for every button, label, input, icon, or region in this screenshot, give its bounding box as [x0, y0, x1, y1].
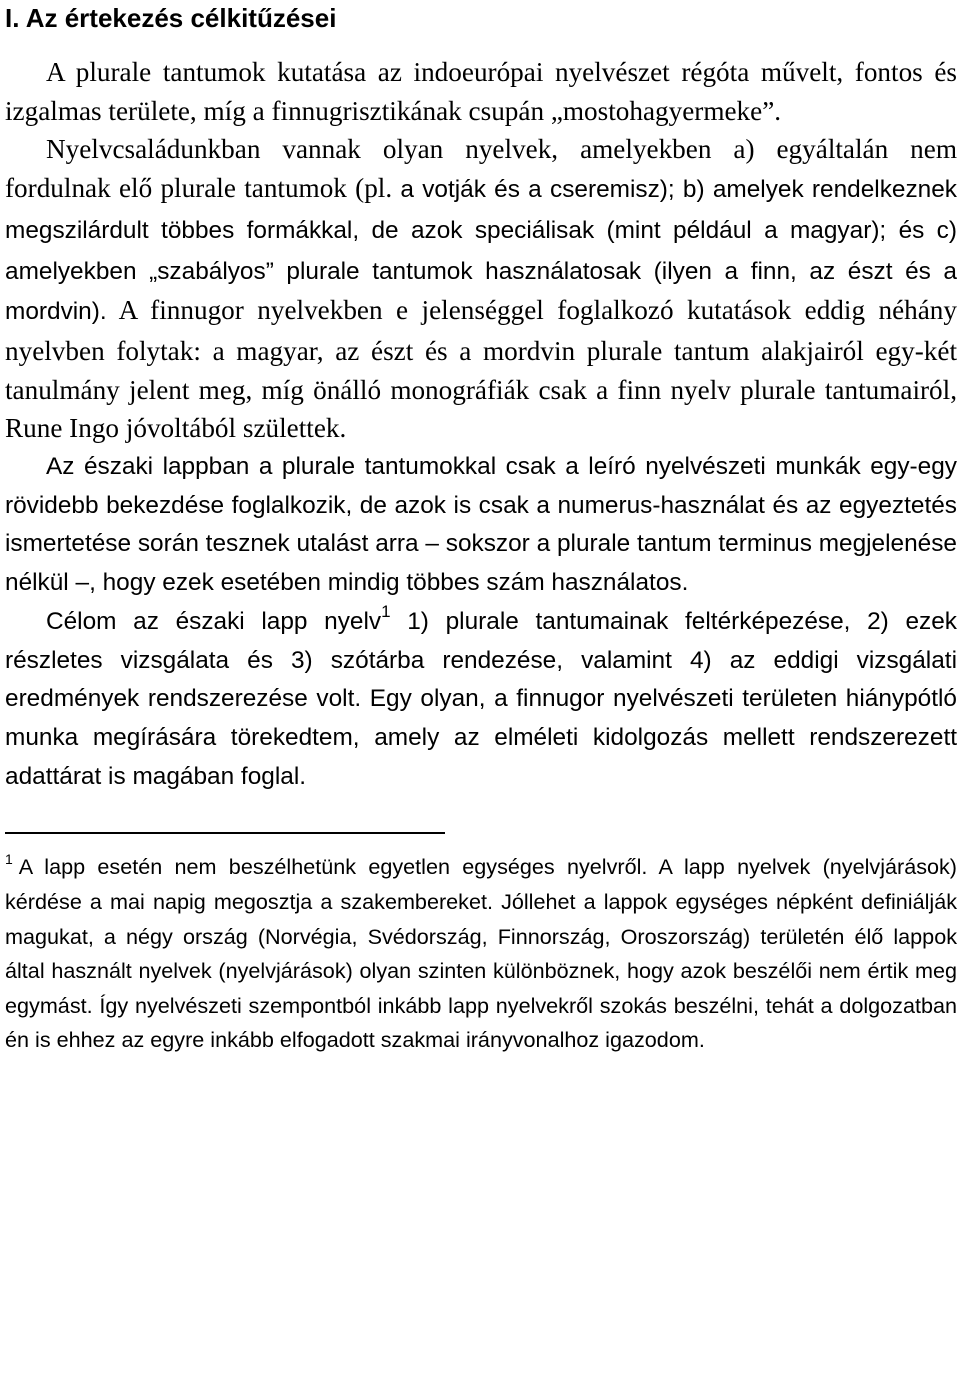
footnote-reference[interactable]: 1 — [381, 601, 391, 621]
paragraph-north-sami-text: Az északi lappban a plurale tantumokkal csak a leíró nyelvészeti munkák egy-egy rövidebb bekezdése foglalkozik, de azok is csak a numerus-használat és az egyeztetés ismertetése során tesznek utalást arra – sokszor a plurale tantum terminus megjelenése nélkül –, hogy ezek esetében mindig többes szám használatos. — [5, 453, 957, 597]
paragraph-north-sami — [5, 448, 957, 603]
paragraph-goals-text-a: Célom az északi lapp nyelv — [46, 607, 382, 635]
paragraph-goals — [5, 603, 957, 797]
footnote-text: A lapp esetén nem beszélhetünk egyetlen egységes nyelvről. A lapp nyelvek (nyelvjárások) kérdése a mai napig megosztja a szakembereket. Jóllehet a lappok egységes népként definiálják magukat, a négy ország (Norvégia, Svédország, Finnország, Oroszország) területén élő lappok által használt nyelvek (nyelvjárások) olyan szinten különböznek, hogy azok beszélői nem értik meg egymást. Így nyelvészeti szempontból inkább lapp nyelvekről szokás beszélni, tehát a dolgozatban én is ehhez az egyre inkább elfogadott szakmai irányvonalhoz igazodom. — [5, 854, 957, 1053]
paragraph-languages — [5, 130, 957, 448]
paragraph-languages-text-c: A finnugor nyelvekben e jelenséggel foglalkozó kutatások eddig néhány nyelvben folytak: a magyar, az észt és a mordvin plurale tantum alakjairól egy-két tanulmány jelent meg, míg önálló monográfiák csak a finn nyelv plurale tantumairól, Rune Ingo jóvoltából születtek. — [5, 295, 957, 444]
paragraph-intro-text: A plurale tantumok kutatása az indoeurópai nyelvészet régóta művelt, fontos és izgalmas területe, míg a finnugrisztikának csupán „mostohagyermeke”. — [5, 57, 957, 126]
document-page — [5, 0, 957, 1390]
paragraph-languages-text-a: Nyelvcsaládunkban vannak olyan nyelvek, amelyekben a) egyáltalán nem fordulnak elő plurale tantumok (pl. — [5, 134, 957, 204]
paragraph-intro — [5, 53, 957, 130]
paragraph-languages-text-b: a votják és a cseremisz); b) amelyek rendelkeznek megszilárdult többes formákkal, de azok speciálisak (mint például a magyar); és c) amelyekben „szabályos” plurale tantumok használatosak (ilyen a finn, az észt és a mordvin). — [5, 176, 957, 326]
footnote — [5, 850, 957, 1058]
section-heading: I. Az értekezés célkitűzései — [5, 3, 337, 33]
paragraph-goals-text-b: 1) plurale tantumainak feltérképezése, 2) ezek részletes vizsgálata és 3) szótárba rendezése, valamint 4) az eddigi vizsgálati eredmények rendszerezése volt. Egy olyan, a finnugor nyelvészeti területen hiánypótló munka megírására törekedtem, amely az elméleti kidolgozás mellett rendszerezett adattárat is magában foglal. — [5, 607, 957, 790]
footnote-divider — [5, 832, 445, 834]
footnote-number: 1 — [5, 851, 13, 868]
